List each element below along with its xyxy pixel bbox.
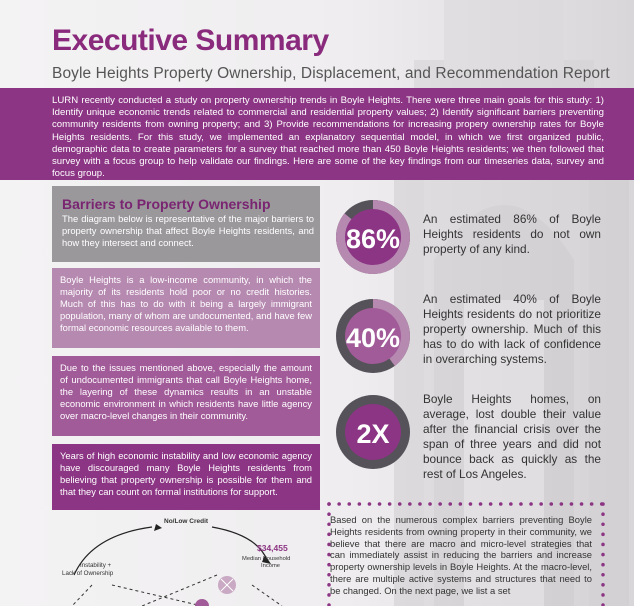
diagram-dash-2: [72, 585, 92, 606]
page-subtitle: Boyle Heights Property Ownership, Displacement, and Recommendation Report: [52, 65, 610, 82]
diagram-dash-3: [252, 585, 282, 606]
diagram-label-instability: Instability +: [80, 562, 112, 569]
stat-circle-86: [333, 197, 413, 277]
diagram-label-lack-ownership: Lack of Ownership: [62, 570, 114, 577]
stat-value-86: 86%: [345, 224, 401, 254]
barriers-diagram: [52, 515, 320, 606]
barriers-heading: Barriers to Property Ownership: [62, 196, 271, 212]
stat-value-40: 40%: [345, 323, 401, 353]
stat-circle-2x: [333, 392, 413, 472]
stat-circle-40: [333, 296, 413, 376]
page-title: Executive Summary: [52, 24, 329, 57]
diagram-arrow-head-left: [154, 524, 162, 531]
barriers-description: The diagram below is representative of the major barriers to property ownership that affect Boyle Heights residents, and how they intersect and connect.: [62, 213, 314, 248]
diagram-income-value: $34,455: [257, 543, 288, 553]
diagram-income-label-2: Income: [261, 563, 281, 569]
recommendation-paragraph: Based on the numerous complex barriers preventing Boyle Heights residents from owning property in their community, we believe that there are macro and micro-level strategies that can immediately assist in reducing the barriers and increase property ownership levels in Boyle Heights. At the macro-level, there are multiple active systems and structures that need to be changed. On the next page, we list a set: [330, 514, 592, 596]
diagram-income-label-1: Median Household: [242, 556, 291, 562]
stat-text-2x: Boyle Heights homes, on average, lost double their value after the financial crisis over the span of three years and did not bounce back as quickly as the rest of Los Angeles.: [423, 392, 601, 481]
diagram-label-no-credit: No/Low Credit: [164, 518, 209, 525]
barrier-paragraph-confidence: Years of high economic instability and low economic agency have discouraged many Boyle Heights residents from believing that property ownership is possible for them and that they can count on formal institutions for support.: [52, 444, 320, 510]
stat-text-40: An estimated 40% of Boyle Heights residents do not prioritize property ownership. Much of this has to do with lack of confidence in overarching systems.: [423, 292, 601, 366]
diagram-node-small: [195, 599, 209, 606]
intro-paragraph: LURN recently conducted a study on property ownership trends in Boyle Heights. There were three main goals for this study: 1) Identify unique economic trends related to commercial and residential property values; 2) Identify significant barriers preventing community residents from owning property; and 3) Provide recommendations for increasing propery ownership rates for Boyle Heights residents. For this study, we implemented an explanatory sequential model, in which we first organized public, demographic data to create parameters for a survey that reached more than 450 Boyle Heights residents; we then followed that survey with a focus group to help validate our findings. Here are some of the key findings from our timeseries data, survey and focus group.: [52, 95, 604, 180]
barrier-paragraph-instability: Due to the issues mentioned above, especially the amount of undocumented immigrants that call Boyle Heights home, the layering of these dynamics results in an unstable economic environment in which residents have little agency over macro-level changes in their community.: [52, 356, 320, 436]
barrier-paragraph-credit: Boyle Heights is a low-income community, in which the majority of its residents hold poor or no credit histories. Much of this has to do with it being a largely immigrant population, many of whom are undocumented, and have few formal economic resources available to them.: [52, 268, 320, 348]
stat-text-86: An estimated 86% of Boyle Heights residents do not own property of any kind.: [423, 212, 601, 256]
diagram-dash-1: [112, 585, 202, 606]
stat-value-2x: 2X: [356, 419, 390, 449]
